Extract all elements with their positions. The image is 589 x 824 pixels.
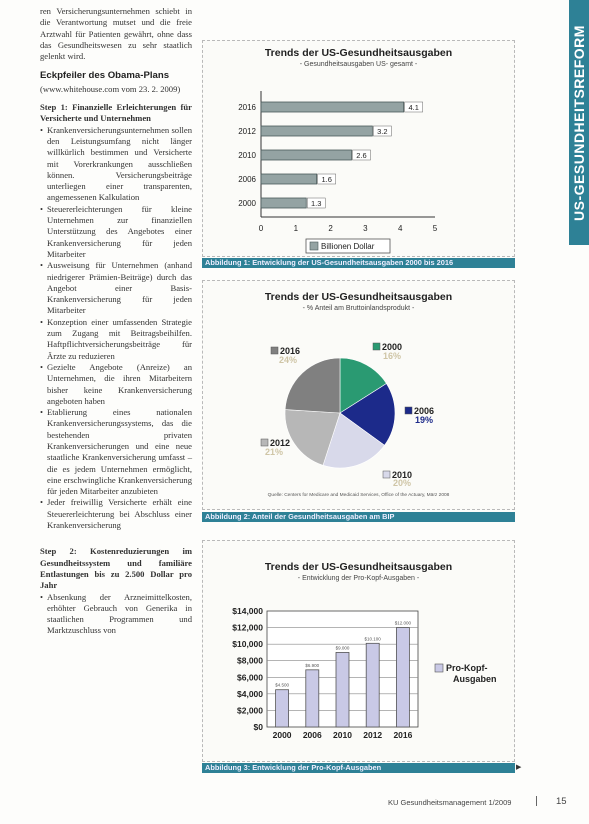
chart1-category-label: 2006	[238, 175, 256, 184]
figure-1-subtitle: - Gesundheitsausgaben US- gesamt -	[299, 61, 418, 68]
chart3-x-tick-label: 2016	[393, 730, 413, 740]
figure-1-chart	[203, 75, 514, 255]
chart2-legend-swatch	[383, 471, 390, 478]
chart2-slice-value: 21%	[265, 447, 284, 457]
chart3-x-tick-label: 2000	[272, 730, 292, 740]
chart3-data-label: $12.000	[394, 620, 412, 626]
chart3-bar	[276, 690, 289, 727]
step1-title: Step 1: Finanzielle Erleichterungen für Versicherte und Unternehmen	[40, 102, 192, 124]
article-text-column	[40, 6, 192, 637]
chart3-y-tick-label: $10,000	[232, 639, 263, 650]
chart1-tick-label: 3	[363, 224, 368, 233]
chart1-category-label: 2016	[238, 103, 256, 112]
chart3-y-tick-label: $0	[253, 722, 263, 732]
figure-2-box	[202, 280, 515, 510]
chart2-legend-swatch	[405, 407, 412, 414]
chart3-legend-label-line2: Ausgaben	[453, 674, 497, 684]
chart3-x-tick-label: 2012	[363, 730, 383, 740]
figure-1-box	[202, 40, 515, 257]
chart1-bar	[261, 198, 306, 208]
step2-title: Step 2: Kostenreduzierungen im Gesundheitssystem und familiäre Entlastungen bis zu 2.500 Dollar pro Jahr	[40, 546, 192, 591]
chart3-data-label: $6.900	[305, 662, 320, 668]
chart1-category-label: 2012	[238, 127, 256, 136]
chart3-y-tick-label: $6,000	[237, 672, 263, 683]
chart2-slice-value: 20%	[393, 478, 412, 488]
figure-2-chart	[203, 321, 514, 501]
figure-2-subtitle: - % Anteil am Bruttoinlandsprodukt -	[302, 305, 415, 312]
chart3-legend-label-line1: Pro-Kopf-	[446, 663, 488, 673]
chart2-slice-label: 2010	[392, 470, 413, 480]
step2-bullet-item: • Absenkung der Arzneimittelkosten, erhöhter Gebrauch von Generika in staatlichen Programmen und Marktzuschluss von	[40, 592, 192, 637]
intro-paragraph: ren Versicherungsunternehmen schiebt in die Verantwortung mutset und die freie Arztwahl für Patienten gewährt, ohne dass das Gesundheitswesen zu sehr staatlich gelenkt wird.	[40, 6, 192, 62]
chart1-category-label: 2010	[238, 151, 256, 160]
figure-2-title: Trends der US-Gesundheitsausgaben	[264, 291, 453, 303]
chart1-tick-label: 1	[293, 224, 299, 233]
section-heading: Eckpfeiler des Obama-Plans	[40, 70, 170, 82]
chart3-y-tick-label: $12,000	[232, 622, 263, 633]
chart3-x-tick-label: 2006	[302, 730, 322, 740]
chart1-tick-label: 0	[258, 224, 264, 233]
chart3-legend-swatch	[435, 664, 443, 672]
chart2-slice-label: 2016	[280, 346, 301, 356]
chart3-bar	[306, 670, 319, 727]
source-note: (www.whitehouse.com vom 23. 2. 2009)	[40, 83, 181, 94]
chart3-x-tick-label: 2010	[333, 730, 352, 740]
chart3-data-label: $4.500	[275, 682, 289, 688]
chart2-slice-label: 2000	[382, 342, 403, 352]
figure-3-title: Trends der US-Gesundheitsausgaben	[264, 561, 453, 573]
chart1-data-label: 3.2	[377, 127, 388, 136]
chart3-y-tick-label: $14,000	[232, 606, 263, 616]
step1-bullet-item: • Ausweisung für Unternehmen (anhand niedrigerer Prämien-Beiträge) durch das Angebot einer Basis-Krankenversicherung für jeden Mitarbeiter	[40, 260, 192, 316]
chart3-y-tick-label: $8,000	[237, 655, 263, 666]
chart1-category-label: 2000	[238, 199, 256, 208]
chart1-bar	[261, 150, 351, 160]
chart2-legend-swatch	[261, 439, 268, 446]
chart2-slice-value: 24%	[279, 355, 298, 365]
step1-bullet-item: • Krankenversicherungsunternehmen sollen den Leistungsumfang nicht länger willkürlich bestimmen und Versicherte mit Vorerkrankungen ausschließen können. Versicherungsbeiträge unterliegen einer transparenten, angemessenen Kalkulation	[40, 125, 192, 204]
chart1-data-label: 4.1	[408, 103, 419, 112]
chart1-legend-label: Billionen Dollar	[321, 242, 375, 251]
step2-list	[40, 592, 192, 637]
section-band-label: US-GESUNDHEITSREFORM	[571, 24, 587, 221]
page-footer	[0, 796, 589, 810]
chart3-bar	[396, 628, 409, 727]
footer-source: KU Gesundheitsmanagement 1/2009	[388, 798, 512, 807]
step1-bullet-item: • Steuererleichterungen für kleine Unternehmen zur finanziellen Unterstützung des Angebotes einer Krankenversicherung für jeden Mitarbeiter	[40, 204, 192, 260]
figure-3-subtitle: - Entwicklung der Pro-Kopf-Ausgaben -	[297, 575, 420, 582]
chart2-slice-label: 2006	[414, 406, 435, 416]
chart1-tick-label: 4	[397, 224, 403, 233]
step1-bullet-item: • Konzeption einer umfassenden Strategie zum Zugang mit Beitragsbeihilfen. Haftpflichtversicherungsbeiträge für Ärzte zu reduzieren	[40, 317, 192, 362]
chart3-data-label: $10.100	[364, 636, 381, 642]
chart2-legend-swatch	[373, 343, 380, 350]
step1-bullet-item: • Jeder freiwillig Versicherte erhält eine Steuererleichterung bei Abschluss einer Krankenversicherung	[40, 497, 192, 531]
chart1-tick-label: 5	[432, 224, 438, 233]
figure-3-chart	[203, 601, 514, 761]
chart1-bar	[261, 174, 317, 184]
chart1-data-label: 1.6	[321, 175, 332, 184]
figure-3-box	[202, 540, 515, 762]
chart2-legend-swatch	[271, 347, 278, 354]
figure-2-source: Quelle: Centers for Medicare and Medicaid Services, Office of the Actuary, März 2008	[267, 493, 450, 498]
chart1-legend-swatch	[310, 242, 318, 250]
figure-2-caption: Abbildung 2: Anteil der Gesundheitsausgaben am BIP	[202, 512, 515, 522]
chart1-data-label: 1.3	[311, 199, 322, 208]
chart3-y-tick-label: $4,000	[237, 688, 263, 699]
step1-bullet-item: • Gezielte Angebote (Anreize) an Unternehmen, die ihren Mitarbeitern bisher keine Krankenversicherung angeboten haben	[40, 362, 192, 407]
figure-1-caption: Abbildung 1: Entwicklung der US-Gesundheitsausgaben 2000 bis 2016	[202, 258, 515, 268]
chart3-y-tick-label: $2,000	[237, 705, 263, 716]
chart1-bar	[261, 126, 372, 136]
figure-1-title: Trends der US-Gesundheitsausgaben	[264, 47, 453, 59]
continue-arrow-icon: ▶	[516, 764, 522, 771]
page-number: 15	[556, 796, 567, 807]
chart3-bar	[366, 643, 379, 727]
chart1-data-label: 2.6	[356, 151, 367, 160]
step1-list	[40, 125, 192, 532]
chart2-slice-value: 16%	[383, 351, 402, 361]
chart2-slice-value: 19%	[415, 415, 434, 425]
chart1-bar	[261, 102, 404, 112]
chart2-slice-label: 2012	[270, 438, 291, 448]
chart3-bar	[336, 652, 349, 727]
figure-3-caption: Abbildung 3: Entwicklung der Pro-Kopf-Ausgaben	[202, 763, 515, 773]
chart2-pie-slice	[285, 358, 340, 413]
step1-bullet-item: • Etablierung eines nationalen Krankenversicherungssystems, das die bestehenden privaten Krankenversicherungen und eine neue staatliche Krankenversicherung umfasst – die es jedem Unternehmen ermöglicht, eine erschwingliche Krankenversicherung für jeden Mitarbeiter anzubieten	[40, 407, 192, 497]
chart3-data-label: $9.000	[335, 645, 350, 651]
footer-divider	[536, 796, 537, 806]
chart1-tick-label: 2	[328, 224, 333, 233]
